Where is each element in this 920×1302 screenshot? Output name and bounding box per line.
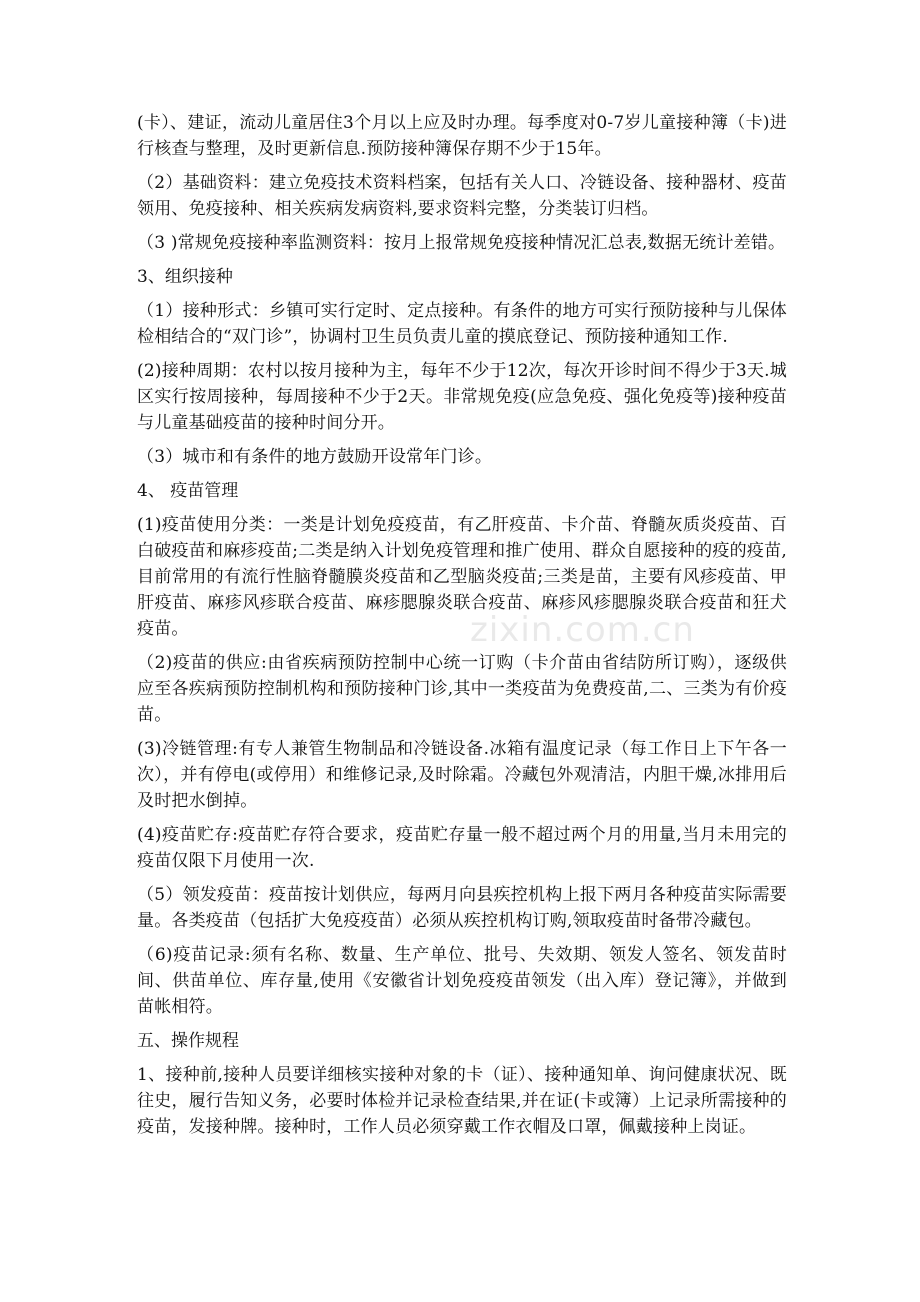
paragraph-vaccine-distribution: （5）领发疫苗：疫苗按计划供应，每两月向县疾控机构上报下两月各种疫苗实际需要量。各类疫苗（包括扩大免疫疫苗）必须从疾控机构订购,领取疫苗时备带冷藏包。 — [137, 885, 787, 931]
paragraph-vaccine-classification: (1)疫苗使用分类：一类是计划免疫疫苗，有乙肝疫苗、卡介苗、脊髓灰质炎疫苗、百白破疫苗和麻疹疫苗;二类是纳入计划免疫管理和推广使用、群众自愿接种的疫的疫苗,目前常用的有流行性脑脊髓膜炎疫苗和乙型脑炎疫苗;三类是苗，主要有风疹疫苗、甲肝疫苗、麻疹风疹联合疫苗、麻疹腮腺炎联合疫苗、麻疹风疹腮腺炎联合疫苗和狂犬疫苗。 — [137, 515, 787, 639]
document-body — [137, 110, 787, 1148]
paragraph-vaccine-records: （6)疫苗记录:须有名称、数量、生产单位、批号、失效期、领发人签名、领发苗时间、供苗单位、库存量,使用《安徽省计划免疫疫苗领发（出入库）登记簿》，并做到苗帐相符。 — [137, 945, 787, 1017]
paragraph-vaccination-form: （1）接种形式：乡镇可实行定时、定点接种。有条件的地方可实行预防接种与儿保体检相结合的“双门诊”，协调村卫生员负责儿童的摸底登记、预防接种通知工作. — [137, 301, 787, 347]
paragraph-vaccine-storage: (4)疫苗贮存:疫苗贮存符合要求，疫苗贮存量一般不超过两个月的用量,当月未用完的疫苗仅限下月使用一次. — [137, 825, 787, 871]
watermark: zixin.com.cn — [470, 610, 695, 650]
section-heading-vaccine-management: 4、 疫苗管理 — [137, 481, 239, 501]
paragraph-vaccination-cycle: (2)接种周期：农村以按月接种为主，每年不少于12次，每次开诊时间不得少于3天.城区实行按周接种，每周接种不少于2天。非常规免疫(应急免疫、强化免疫等)接种疫苗与儿童基础疫苗的接种时间分开。 — [137, 361, 787, 433]
paragraph-year-round-clinic: （3）城市和有条件的地方鼓励开设常年门诊。 — [137, 447, 493, 467]
paragraph-record-card: (卡）、建证，流动儿童居住3个月以上应及时办理。每季度对0-7岁儿童接种簿（卡)进行核查与整理，及时更新信息.预防接种簿保存期不少于15年。 — [137, 113, 787, 159]
paragraph-coverage-monitoring: （3 )常规免疫接种率监测资料：按月上报常规免疫接种情况汇总表,数据无统计差错。 — [137, 233, 786, 253]
paragraph-vaccine-supply: （2)疫苗的供应:由省疾病预防控制中心统一订购（卡介苗由省结防所订购），逐级供应至各疾病预防控制机构和预防接种门诊,其中一类疫苗为免费疫苗,二、三类为有价疫苗。 — [137, 653, 787, 725]
paragraph-cold-chain: (3)冷链管理:有专人兼管生物制品和冷链设备.冰箱有温度记录（每工作日上下午各一次），并有停电(或停用）和维修记录,及时除霜。冷藏包外观清洁，内胆干燥,冰排用后及时把水倒掉。 — [137, 739, 787, 811]
section-heading-operating-procedures: 五、操作规程 — [137, 1031, 239, 1051]
paragraph-pre-vaccination: 1、接种前,接种人员要详细核实接种对象的卡（证）、接种通知单、询问健康状况、既往史，履行告知义务，必要时体检并记录检查结果,并在证(卡或簿）上记录所需接种的疫苗，发接种牌。接种时，工作人员必须穿戴工作衣帽及口罩，佩戴接种上岗证。 — [137, 1065, 787, 1137]
section-heading-organize-vaccination: 3、组织接种 — [137, 267, 233, 287]
paragraph-basic-data: （2）基础资料：建立免疫技术资料档案，包括有关人口、冷链设备、接种器材、疫苗领用、免疫接种、相关疾病发病资料,要求资料完整，分类装订归档。 — [137, 173, 787, 219]
